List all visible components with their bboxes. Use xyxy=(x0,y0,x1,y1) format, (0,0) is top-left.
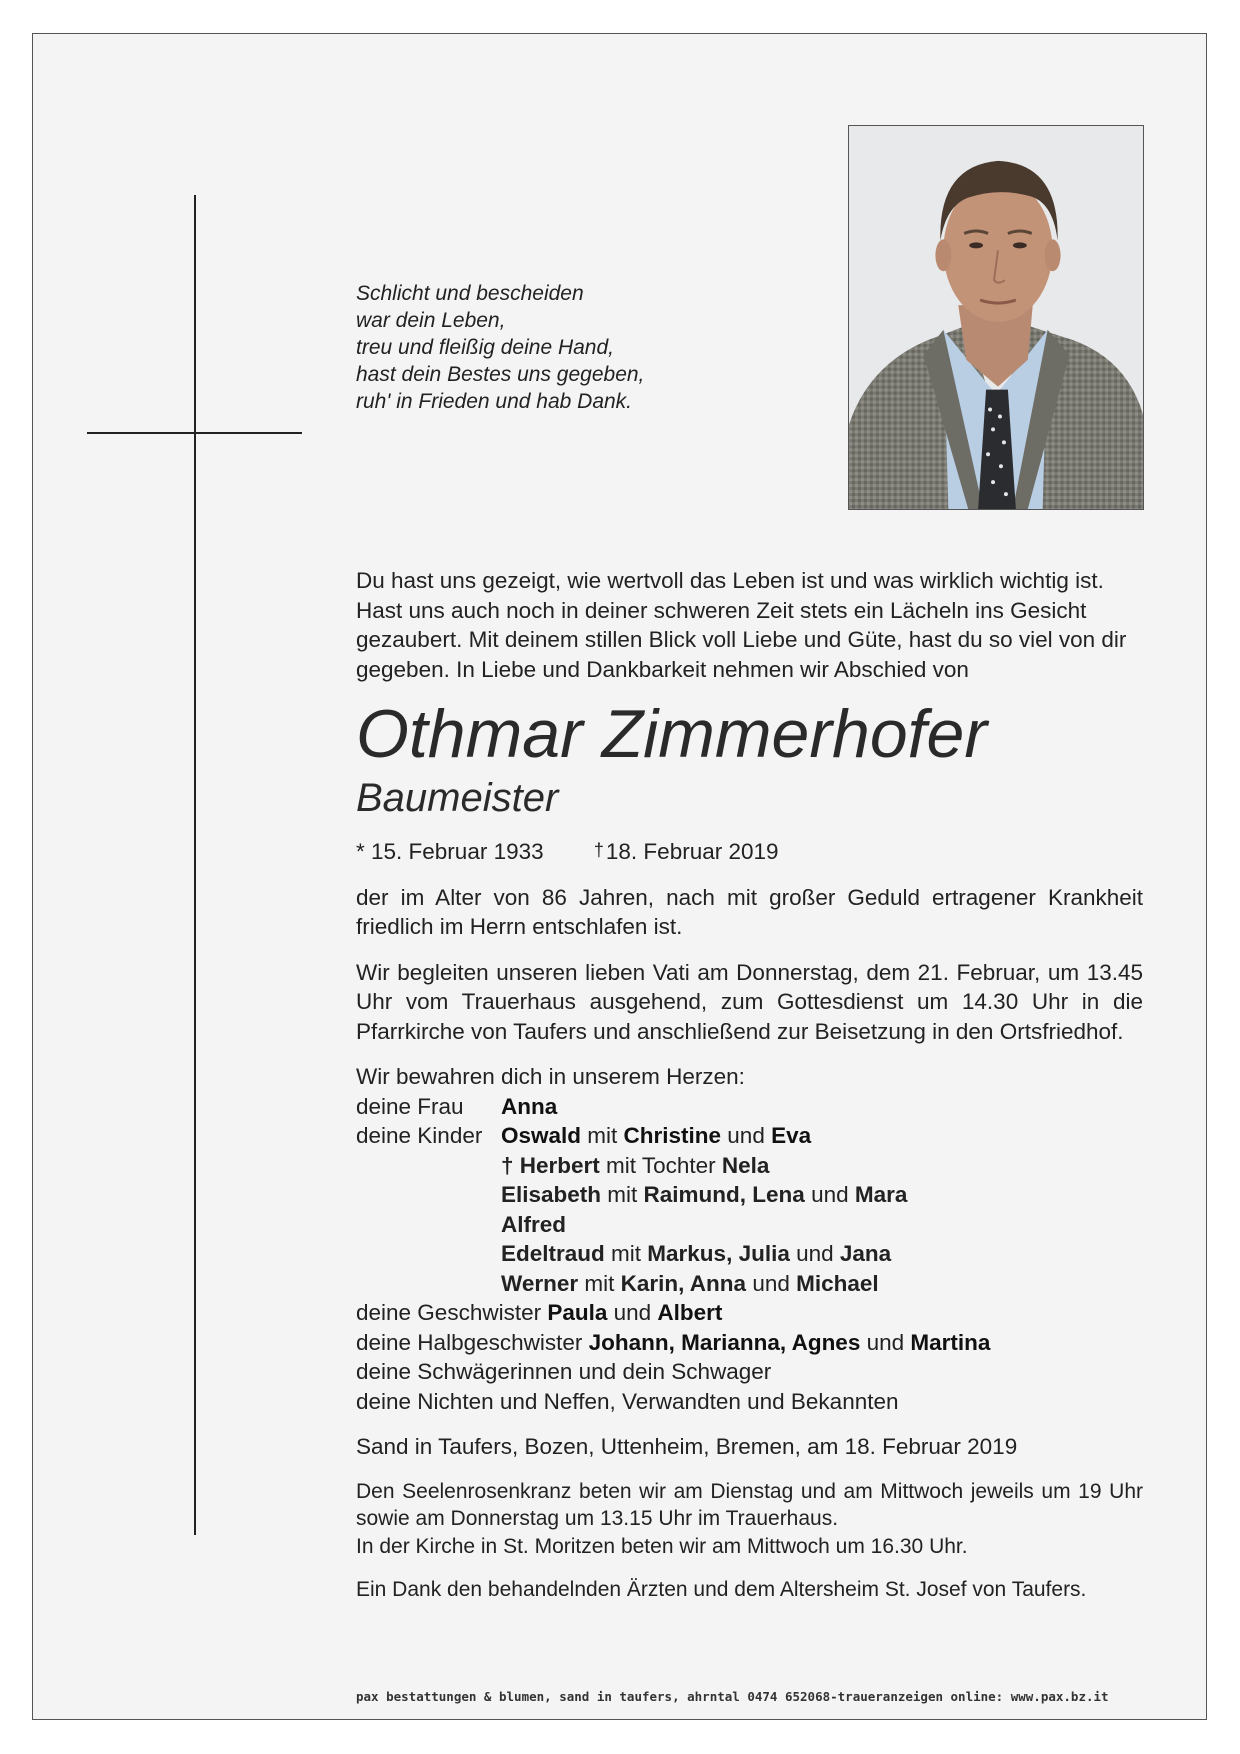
birth-date: * 15. Februar 1933 xyxy=(356,839,544,864)
rosary-line: In der Kirche in St. Moritzen beten wir am Mittwoch um 16.30 Uhr. xyxy=(356,1534,968,1558)
obituary-content xyxy=(356,566,1143,1604)
family-list xyxy=(356,1062,1143,1416)
child-entry: Oswald mit Christine und Eva xyxy=(501,1123,812,1148)
family-row-relatives: deine Nichten und Neffen, Verwandten und Bekannten xyxy=(356,1388,899,1414)
child-entry: † Herbert mit Tochter Nela xyxy=(501,1152,770,1178)
death-date-group xyxy=(594,836,779,867)
poem-line: treu und fleißig deine Hand, xyxy=(356,336,614,359)
thanks-text: Ein Dank den behandelnden Ärzten und dem Altersheim St. Josef von Taufers. xyxy=(356,1578,1087,1601)
family-label: deine Frau xyxy=(356,1093,464,1119)
poem-line: war dein Leben, xyxy=(356,309,506,332)
poem xyxy=(356,280,756,415)
place-date: Sand in Taufers, Bozen, Uttenheim, Bremen, am 18. Februar 2019 xyxy=(356,1434,1018,1459)
cross-horizontal-beam xyxy=(87,432,302,434)
deceased-profession: Baumeister xyxy=(356,776,559,820)
dagger-icon: † xyxy=(593,840,604,860)
rosary-line: Den Seelenrosenkranz beten wir am Dienstag und am Mittwoch jeweils um 19 Uhr sowie am Donnerstag um 13.15 Uhr im Trauerhaus. xyxy=(356,1479,1143,1530)
funeral-text: Wir begleiten unseren lieben Vati am Donnerstag, dem 21. Februar, um 13.45 Uhr vom Trauerhaus ausgehend, zum Gottesdienst um 14.30 Uhr in die Pfarrkirche von Taufers und anschließend zur Beisetzung in den Ortsfriedhof. xyxy=(356,959,1143,1044)
family-label: deine Kinder xyxy=(356,1123,483,1148)
family-name: Anna xyxy=(501,1093,558,1119)
cross-vertical-beam xyxy=(194,195,196,1535)
poem-line: ruh' in Frieden und hab Dank. xyxy=(356,390,633,413)
child-entry: Edeltraud mit Markus, Julia und Jana xyxy=(501,1241,892,1266)
family-row-siblings: deine Geschwister Paula und Albert xyxy=(356,1300,723,1325)
age-text: der im Alter von 86 Jahren, nach mit großer Geduld ertragener Krankheit friedlich im Herrn entschlafen ist. xyxy=(356,884,1143,939)
family-row-in-laws: deine Schwägerinnen und dein Schwager xyxy=(356,1359,772,1384)
child-entry: Alfred xyxy=(501,1211,567,1237)
portrait-illustration xyxy=(849,126,1143,509)
poem-line: Schlicht und bescheiden xyxy=(356,282,584,305)
child-entry: Elisabeth mit Raimund, Lena und Mara xyxy=(501,1182,908,1207)
rosary-notes xyxy=(356,1478,1143,1561)
child-entry: Werner mit Karin, Anna und Michael xyxy=(501,1270,879,1296)
family-heading: Wir bewahren dich in unserem Herzen: xyxy=(356,1064,745,1089)
death-date: 18. Februar 2019 xyxy=(605,839,779,864)
portrait-photo xyxy=(848,125,1144,510)
family-row-wife xyxy=(356,1092,1143,1122)
dagger-icon: † xyxy=(501,1152,520,1178)
deceased-name: Othmar Zimmerhofer xyxy=(356,696,987,772)
family-row-children xyxy=(356,1121,1143,1151)
intro-text: Du hast uns gezeigt, wie wertvoll das Leben ist und was wirklich wichtig ist. Hast uns auch noch in deiner schweren Zeit stets ein Lächeln ins Gesicht gezaubert. Mit deinem stillen Blick voll Liebe und Güte, hast du so viel von dir gegeben. In Liebe und Dankbarkeit nehmen wir Abschied von xyxy=(356,568,1127,682)
life-dates xyxy=(356,836,1143,867)
family-row-half-siblings: deine Halbgeschwister Johann, Marianna, Agnes und Martina xyxy=(356,1329,991,1355)
poem-line: hast dein Bestes uns gegeben, xyxy=(356,363,645,386)
footer-publisher: pax bestattungen & blumen, sand in taufers, ahrntal 0474 652068-traueranzeigen online: www.pax.bz.it xyxy=(356,1689,1109,1704)
